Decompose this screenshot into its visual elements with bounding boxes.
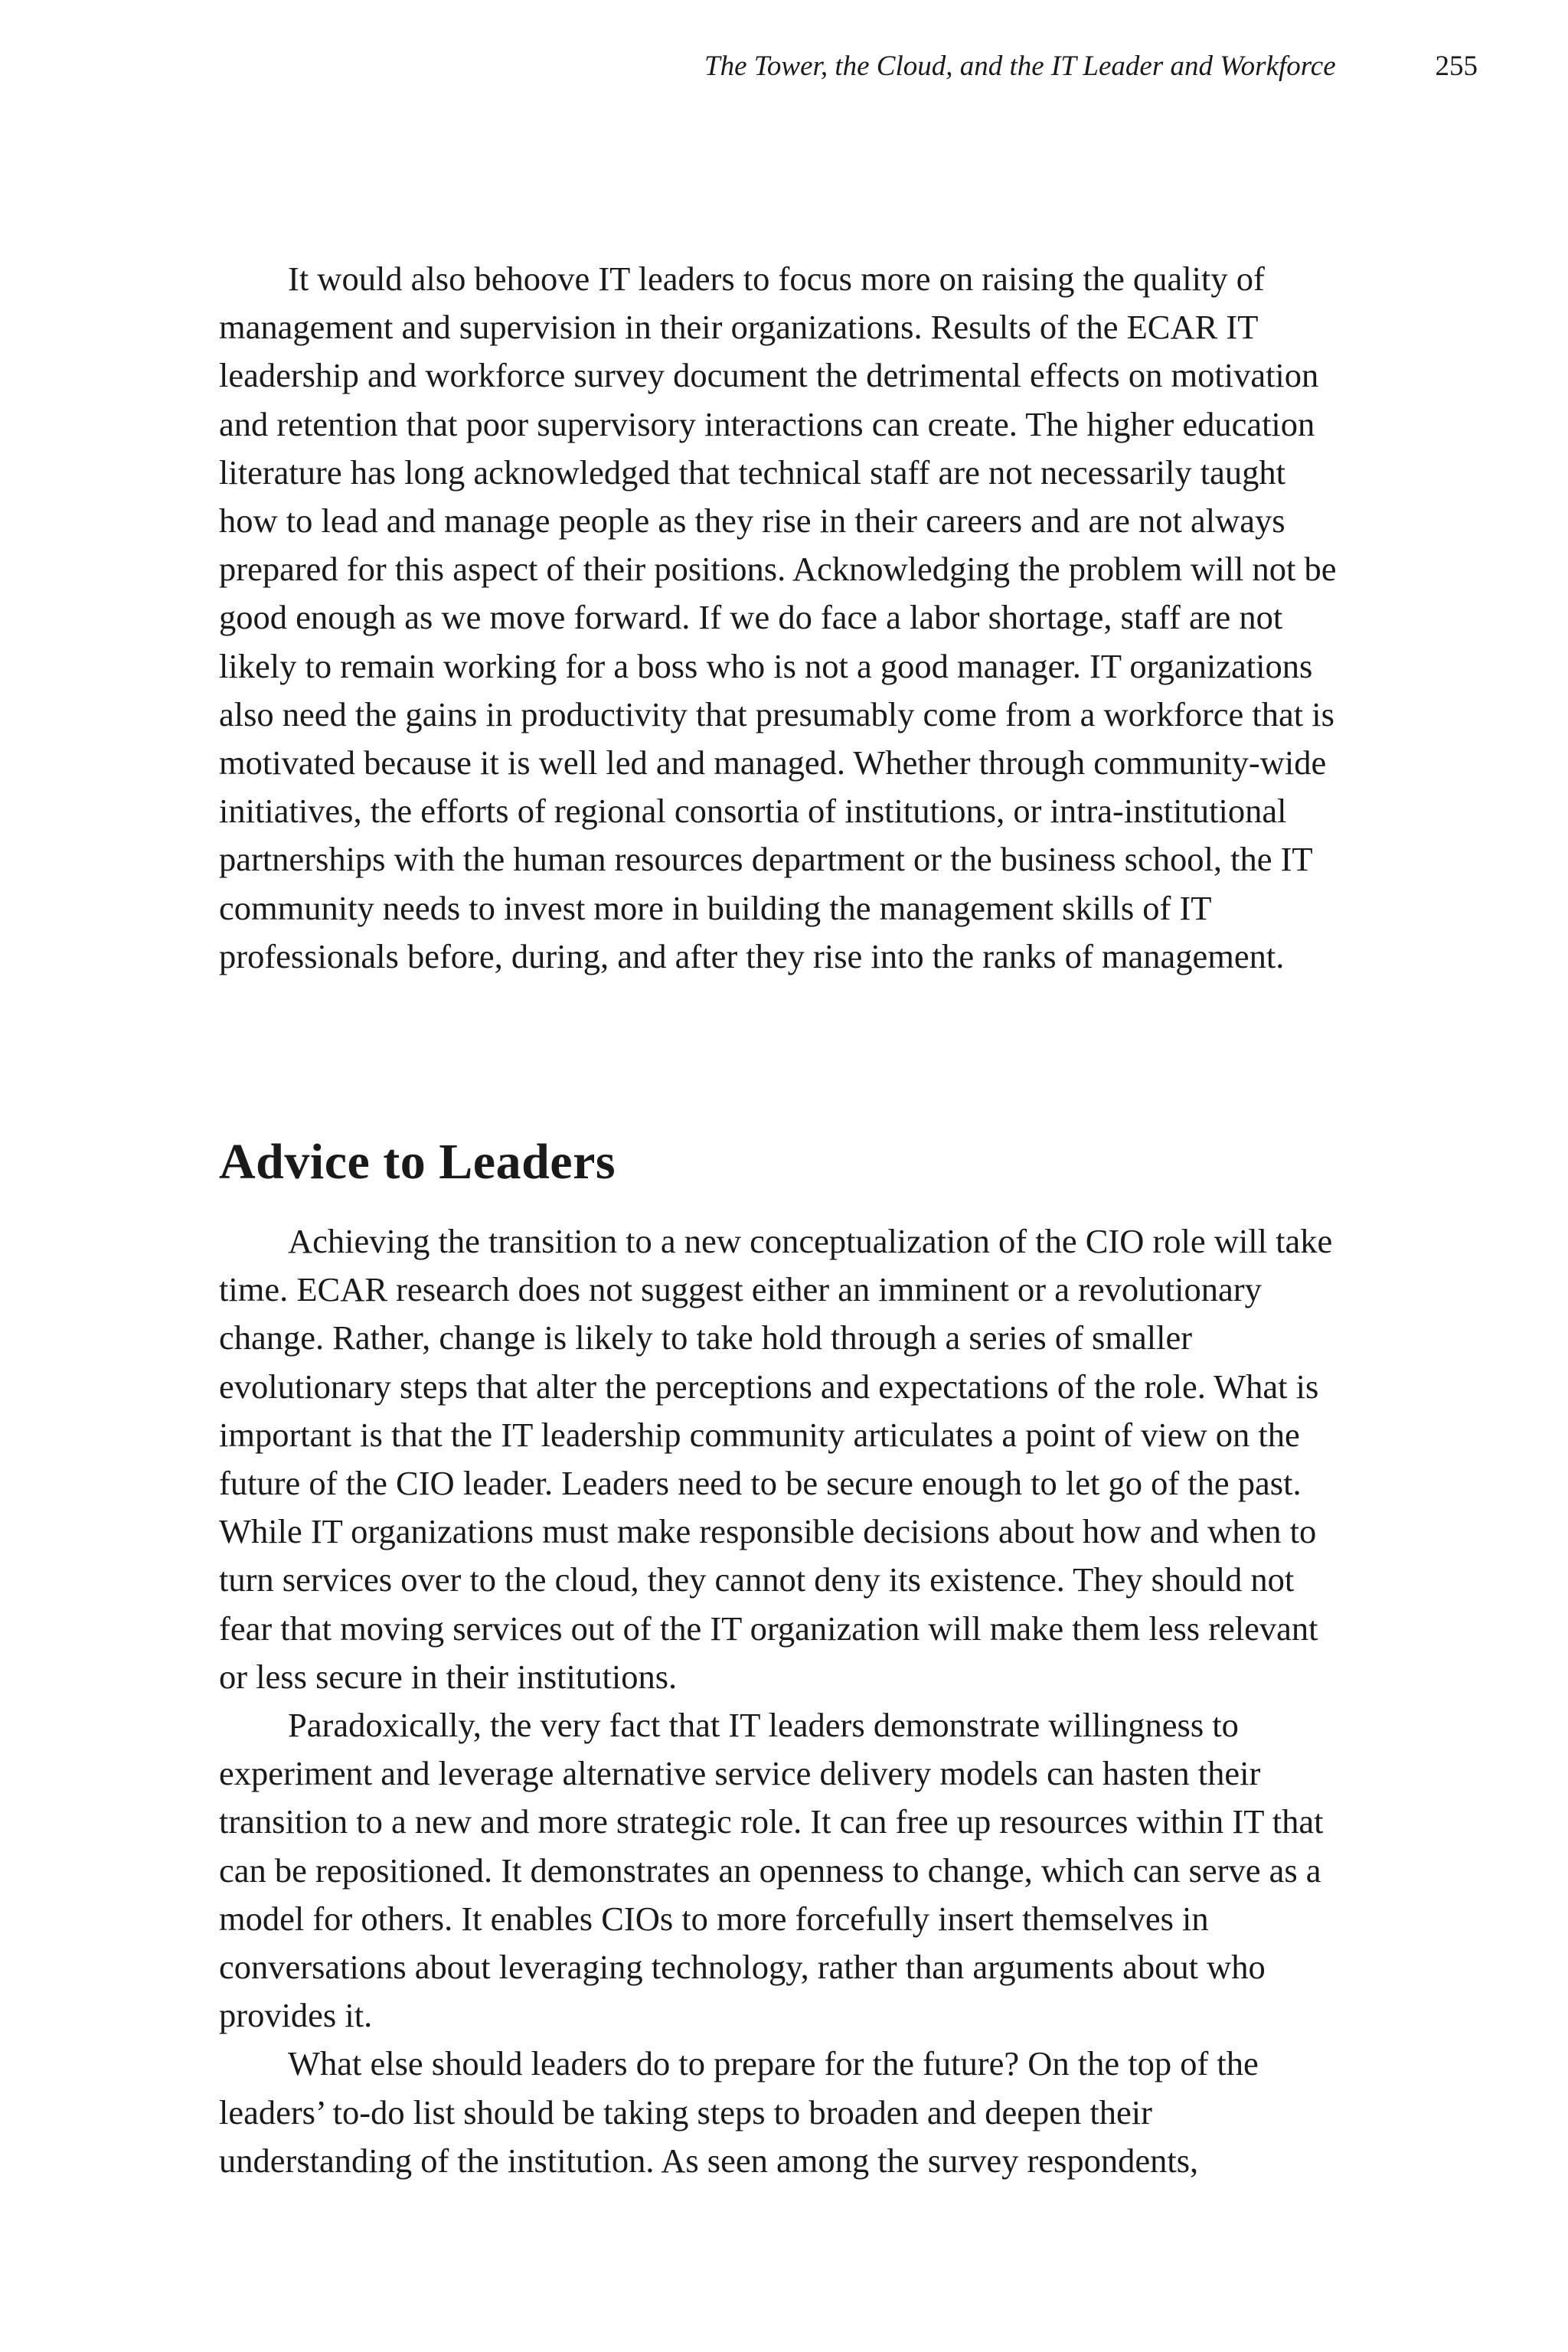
page-number: 255 [1435,51,1478,82]
running-title: The Tower, the Cloud, and the IT Leader and Workforce [704,51,1336,82]
intro-text-block [219,255,1352,981]
paragraph: It would also behoove IT leaders to focus more on raising the quality of management and supervision in their organizations. Results of the ECAR IT leadership and workforce survey document the detrimental effects on motivation and retention that poor supervisory interactions can create. The higher education literature has long acknowledged that technical staff are not necessarily taught how to lead and manage people as they rise in their careers and are not always prepared for this aspect of their positions. Acknowledging the problem will not be good enough as we move forward. If we do face a labor shortage, staff are not likely to remain working for a boss who is not a good manager. IT organizations also need the gains in productivity that presumably come from a workforce that is motivated because it is well led and managed. Whether through community-wide initiatives, the efforts of regional consortia of institutions, or intra-institutional partnerships with the human resources department or the business school, the IT community needs to invest more in building the management skills of IT professionals before, during, and after they rise into the ranks of management. [219,260,1337,975]
section-text-block [219,1217,1352,2185]
running-header [704,47,1478,86]
section-heading: Advice to Leaders [219,1134,616,1190]
paragraph: Paradoxically, the very fact that IT leaders demonstrate willingness to experiment and leverage alternative service delivery models can hasten their transition to a new and more strategic role. It can free up resources within IT that can be repositioned. It demonstrates an openness to change, which can serve as a model for others. It enables CIOs to more forcefully insert themselves in conversations about leveraging technology, rather than arguments about who provides it. [219,1706,1324,2035]
paragraph: What else should leaders do to prepare for the future? On the top of the leaders’ to-do list should be taking steps to broaden and deepen their understanding of the institution. As seen among the survey respondents, [219,2044,1259,2180]
paragraph: Achieving the transition to a new conceptualization of the CIO role will take time. ECAR research does not suggest either an imminent or a revolutionary change. Rather, change is likely to take hold through a series of smaller evolutionary steps that alter the perceptions and expectations of the role. What is important is that the IT leadership community articulates a point of view on the future of the CIO leader. Leaders need to be secure enough to let go of the past. While IT organizations must make responsible decisions about how and when to turn services over to the cloud, they cannot deny its existence. They should not fear that moving services out of the IT organization will make them less relevant or less secure in their institutions. [219,1222,1333,1696]
